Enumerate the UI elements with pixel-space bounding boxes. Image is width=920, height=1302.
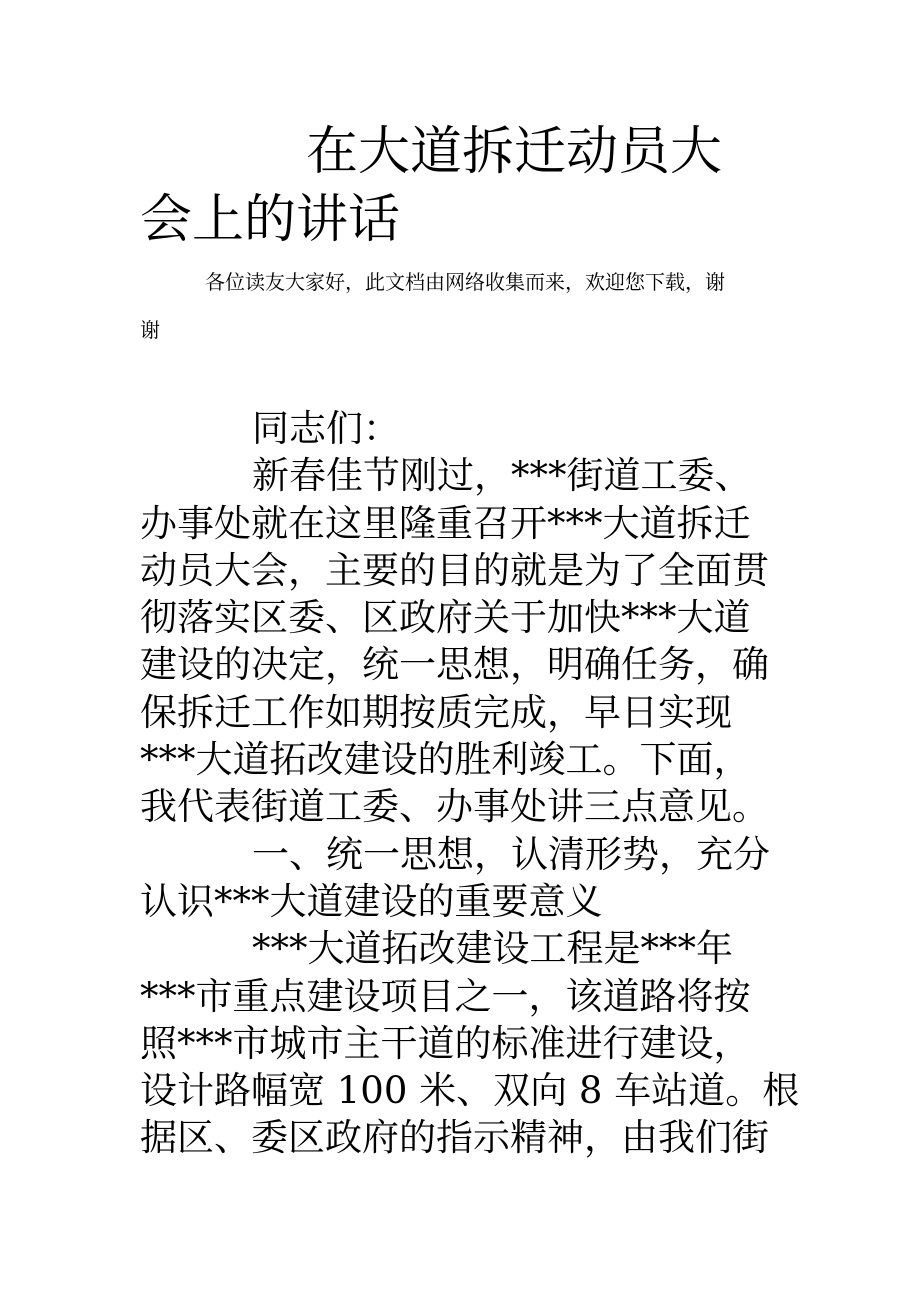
document-body [140, 405, 800, 1162]
body-line: 建设的决定，统一思想，明确任务，确 [140, 643, 769, 687]
section-heading-line: 一、统一思想，认清形势，充分 [252, 832, 770, 876]
body-line: ***大道拓改建设工程是***年 [252, 927, 733, 971]
document-title-line-2: 会上的讲话 [140, 190, 401, 250]
body-line: 照***市城市主干道的标准进行建设， [140, 1021, 751, 1065]
body-line: 彻落实区委、区政府关于加快***大道 [140, 596, 751, 640]
body-line: 据区、委区政府的指示精神，由我们街 [140, 1116, 769, 1160]
intro-note-line-2: 谢 [140, 318, 160, 342]
body-line: ***大道拓改建设的胜利竣工。下面， [140, 738, 751, 782]
section-heading-line: 认识***大道建设的重要意义 [140, 879, 603, 923]
intro-note-line-1: 各位读友大家好，此文档由网络收集而来，欢迎您下载，谢 [205, 270, 725, 294]
salutation: 同志们： [252, 407, 400, 450]
document-title-line-1: 在大道拆迁动员大 [306, 122, 723, 182]
body-line: 设计路幅宽 100 米、双向 8 车站道。根 [140, 1069, 800, 1113]
body-line: 我代表街道工委、办事处讲三点意见。 [140, 785, 769, 829]
body-line: 新春佳节刚过，***街道工委、 [252, 454, 752, 498]
body-line: 保拆迁工作如期按质完成，早日实现 [140, 690, 732, 734]
body-line: 动员大会，主要的目的就是为了全面贯 [140, 548, 769, 592]
body-line: ***市重点建设项目之一，该道路将按 [140, 974, 751, 1018]
body-line: 办事处就在这里隆重召开***大道拆迁 [140, 501, 751, 545]
